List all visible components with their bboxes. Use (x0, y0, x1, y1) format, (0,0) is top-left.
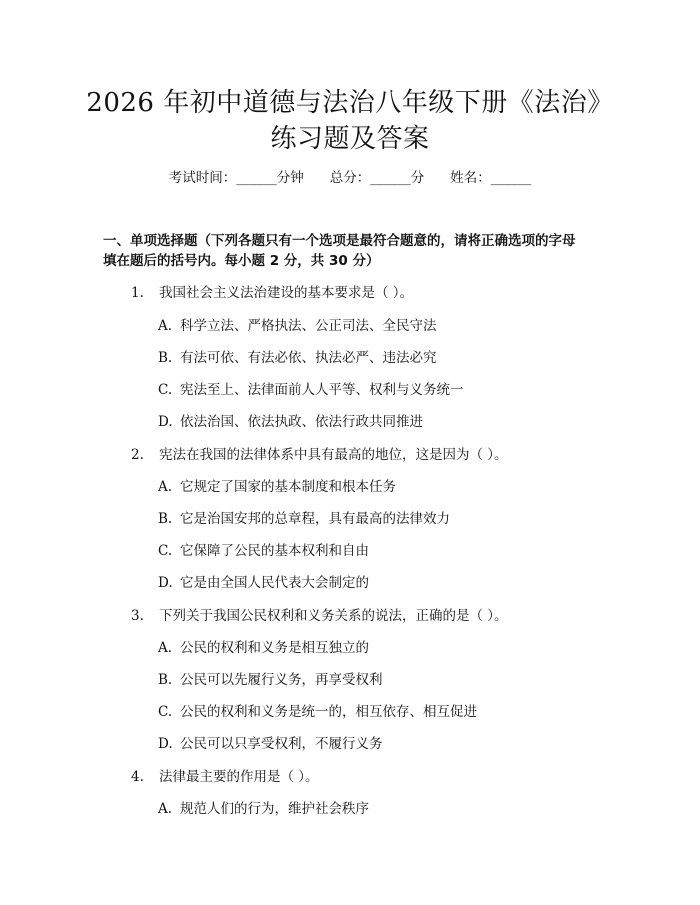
option-text: 公民的权利和义务是统一的，相互依存、相互促进 (180, 704, 477, 720)
exam-info-line (0, 168, 700, 188)
question-1-option-a (158, 316, 437, 336)
option-letter: B. (158, 350, 173, 366)
option-text: 它保障了公民的基本权利和自由 (180, 543, 369, 559)
option-text: 有法可依、有法必依、执法必严、违法必究 (180, 350, 437, 366)
option-letter: B. (158, 511, 173, 527)
option-text: 科学立法、严格执法、公正司法、全民守法 (180, 318, 437, 334)
question-text: 法律最主要的作用是（ ）。 (159, 769, 319, 785)
question-3-option-a (158, 638, 369, 658)
option-letter: C. (158, 382, 173, 398)
question-1 (131, 283, 413, 303)
question-text: 我国社会主义法治建设的基本要求是（ ）。 (159, 285, 414, 301)
question-text: 宪法在我国的法律体系中具有最高的地位，这是因为（ ）。 (159, 447, 508, 463)
question-2-option-b (158, 509, 450, 529)
question-1-option-b (158, 348, 437, 368)
section-heading-line2: 填在题后的括号内。每小题 2 分，共 30 分） (103, 253, 380, 269)
option-letter: C. (158, 704, 173, 720)
page-title-line1: 2026 年初中道德与法治八年级下册《法治》 (86, 88, 614, 118)
question-text: 下列关于我国公民权利和义务关系的说法，正确的是（ ）。 (159, 608, 508, 624)
page-title-line2: 练习题及答案 (270, 124, 430, 154)
option-letter: A. (158, 640, 173, 656)
question-4-option-a (158, 799, 369, 819)
question-3-option-d (158, 734, 383, 754)
question-1-option-d (158, 412, 423, 432)
question-2-option-a (158, 477, 396, 497)
option-text: 公民的权利和义务是相互独立的 (180, 640, 369, 656)
option-text: 它规定了国家的基本制度和根本任务 (180, 479, 396, 495)
option-letter: A. (158, 801, 173, 817)
question-1-option-c (158, 380, 464, 400)
question-4 (131, 767, 319, 787)
total-score-field: 总分：______分 (329, 170, 425, 186)
option-text: 依法治国、依法执政、依法行政共同推进 (180, 414, 423, 430)
option-letter: C. (158, 543, 173, 559)
question-2 (131, 445, 508, 465)
option-letter: B. (158, 672, 173, 688)
question-number: 3. (131, 608, 144, 624)
name-field: 姓名：______ (450, 170, 532, 186)
section-heading-line1: 一、单项选择题（下列各题只有一个选项是最符合题意的，请将正确选项的字母 (103, 233, 576, 249)
question-3 (131, 606, 508, 626)
option-letter: D. (158, 575, 173, 591)
option-text: 它是由全国人民代表大会制定的 (180, 575, 369, 591)
option-letter: D. (158, 736, 173, 752)
option-text: 它是治国安邦的总章程，具有最高的法律效力 (180, 511, 450, 527)
option-letter: A. (158, 318, 173, 334)
question-number: 2. (131, 447, 144, 463)
option-text: 宪法至上、法律面前人人平等、权利与义务统一 (180, 382, 464, 398)
option-text: 公民可以只享受权利，不履行义务 (180, 736, 383, 752)
question-3-option-c (158, 702, 477, 722)
option-text: 公民可以先履行义务，再享受权利 (180, 672, 383, 688)
option-letter: A. (158, 479, 173, 495)
question-number: 1. (131, 285, 144, 301)
question-2-option-c (158, 541, 369, 561)
question-2-option-d (158, 573, 369, 593)
question-number: 4. (131, 769, 144, 785)
option-letter: D. (158, 414, 173, 430)
question-3-option-b (158, 670, 383, 690)
exam-time-field: 考试时间：______分钟 (168, 170, 304, 186)
option-text: 规范人们的行为，维护社会秩序 (180, 801, 369, 817)
